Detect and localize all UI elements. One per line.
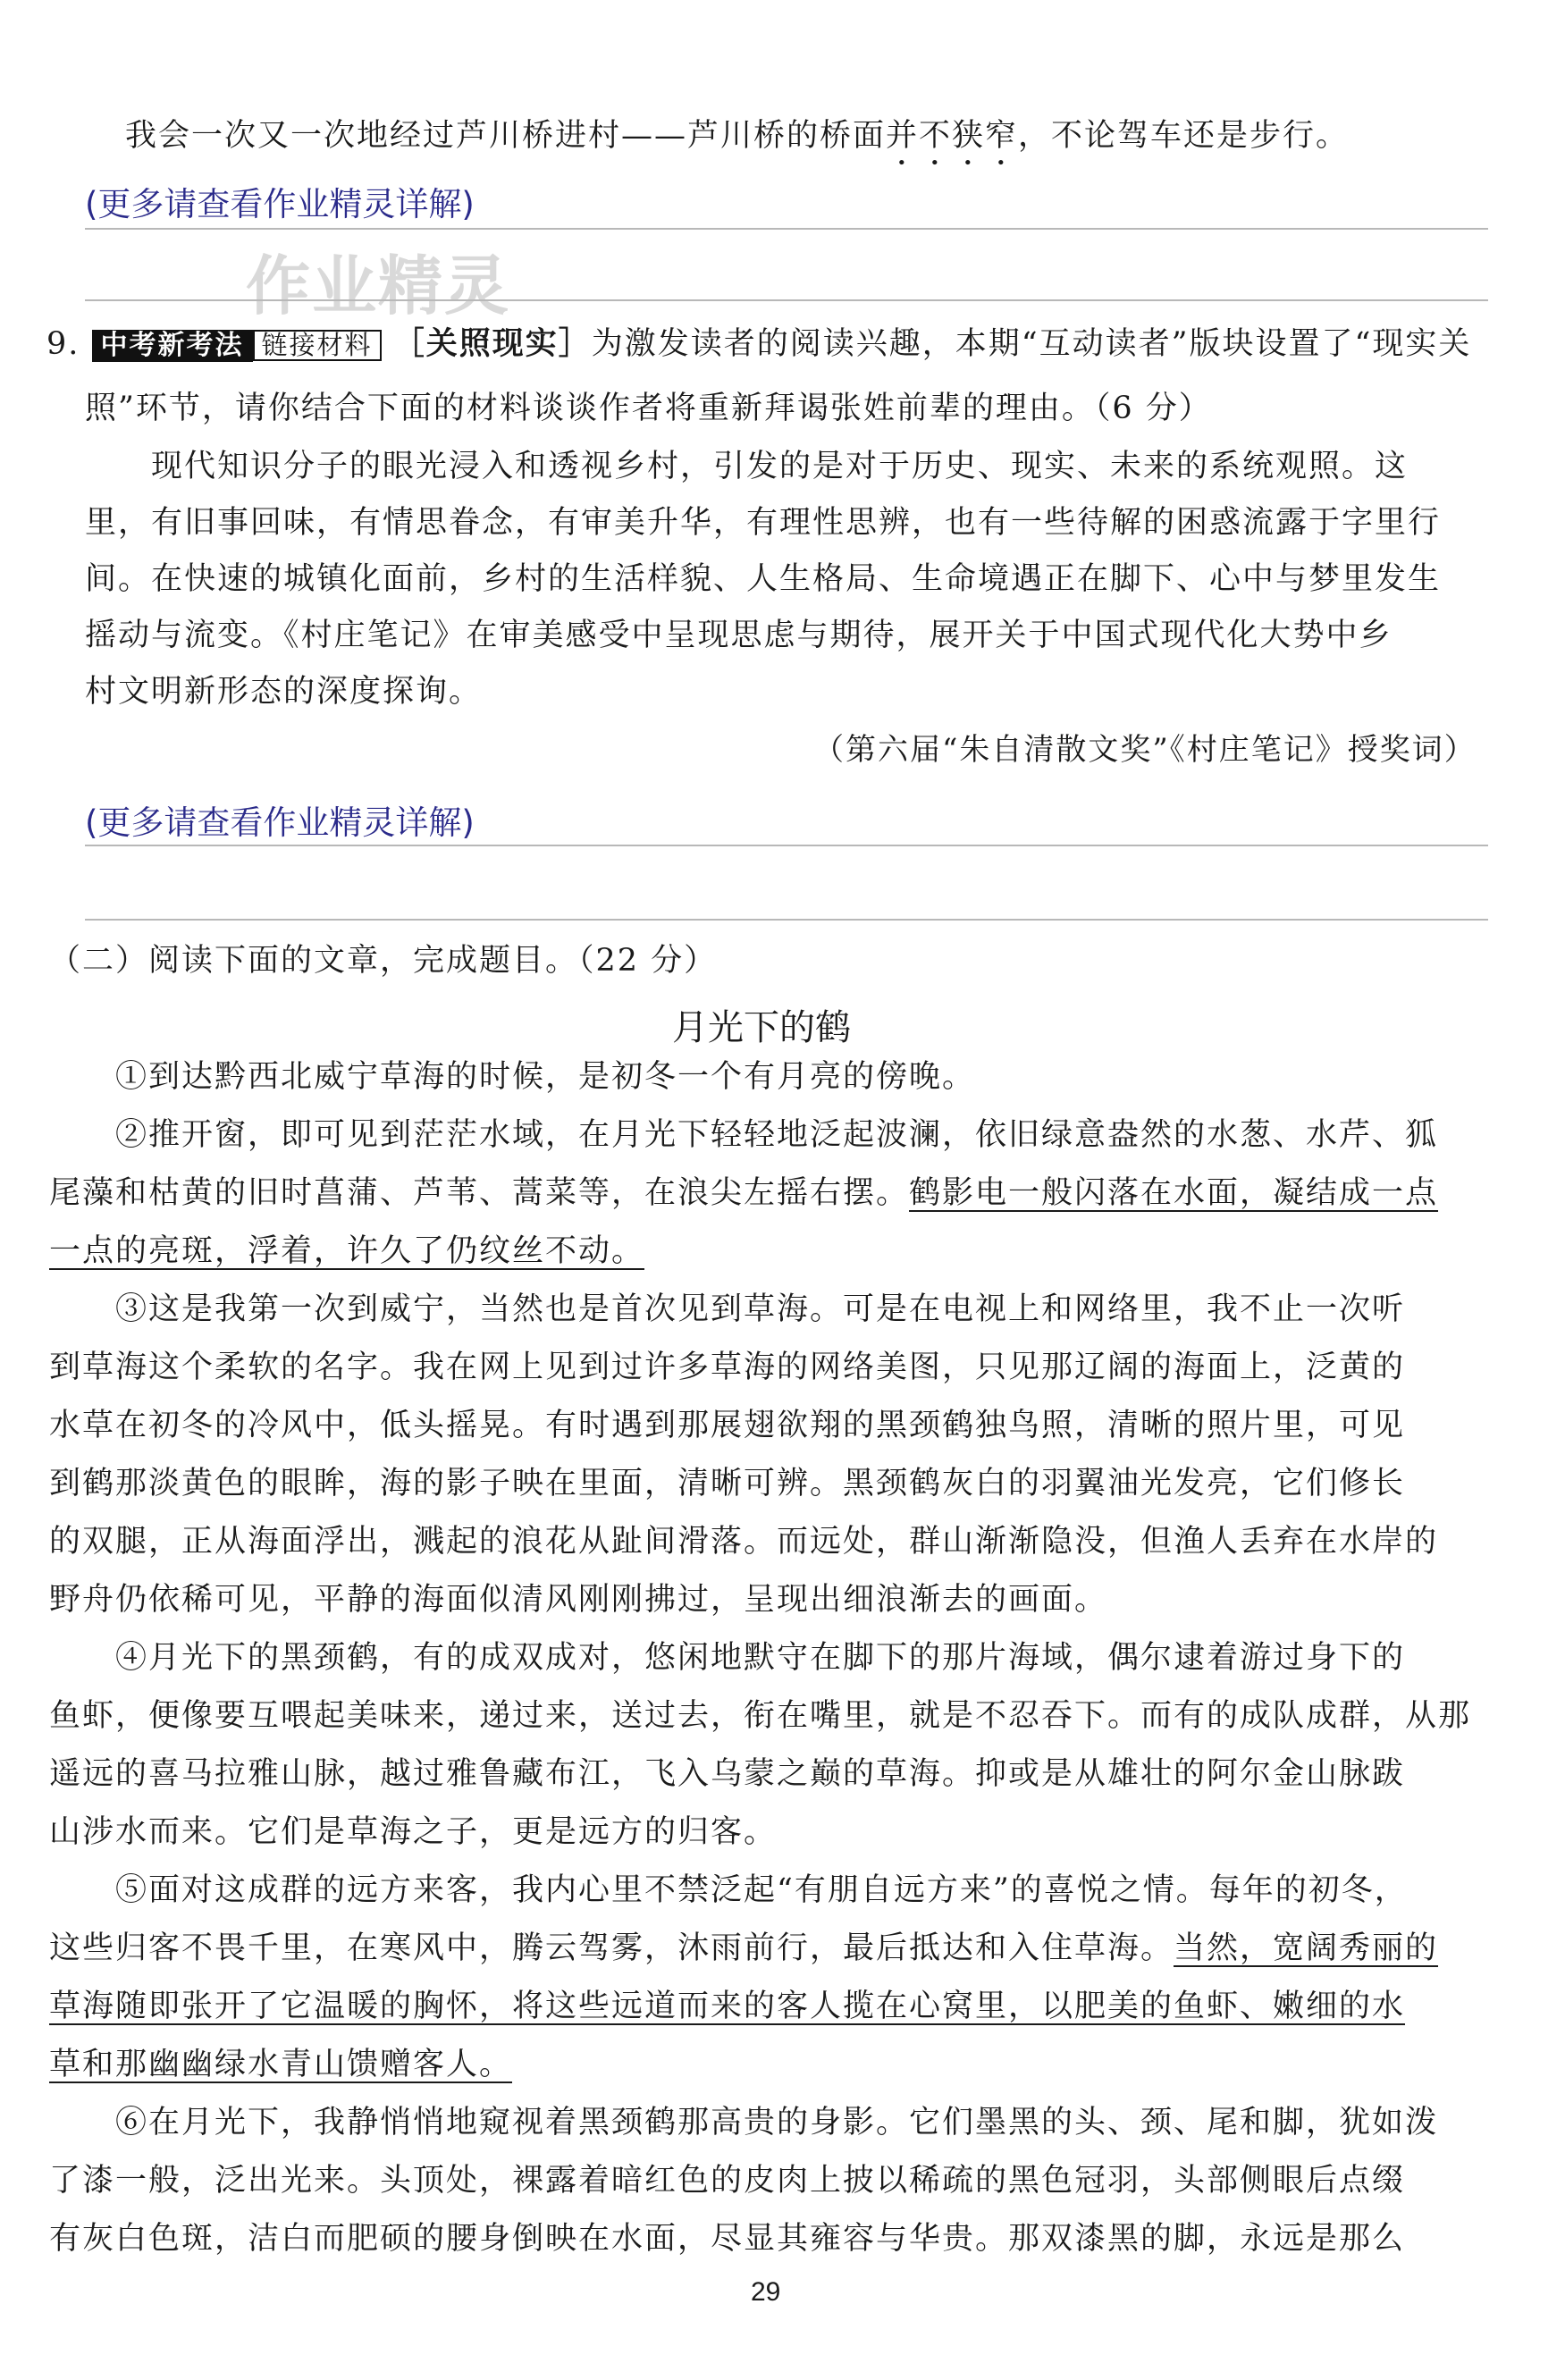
article-paragraph-3-line: 野舟仍依稀可见，平静的海面似清风刚刚拂过，呈现出细浪渐去的画面。 xyxy=(49,1582,1108,1618)
material-source: （第六届“朱自清散文奖”《村庄笔记》授奖词） xyxy=(813,732,1477,768)
text-segment: 尾藻和枯黄的旧时菖蒲、芦苇、蒿菜等，在浪尖左摇右摆。 xyxy=(49,1175,910,1211)
article-paragraph-3-line: ③这是我第一次到威宁，当然也是首次见到草海。可是在电视上和网络里，我不止一次听 xyxy=(49,1291,1406,1327)
answer-line xyxy=(85,919,1488,921)
article-paragraph-3-line: 到鹤那淡黄色的眼眸，海的影子映在里面，清晰可辨。黑颈鹤灰白的羽翼油光发亮，它们修长 xyxy=(49,1466,1406,1501)
question-prompt-2: 照”环节，请你结合下面的材料谈谈作者将重新拜谒张姓前辈的理由。（6 分） xyxy=(85,391,1212,426)
article-paragraph-5-line: ⑤面对这成群的远方来客，我内心里不禁泛起“有朋自远方来”的喜悦之情。每年的初冬， xyxy=(49,1872,1408,1908)
section-heading: （二）阅读下面的文章，完成题目。（22 分） xyxy=(49,943,718,979)
more-link-1[interactable]: (更多请查看作业精灵详解) xyxy=(85,185,475,223)
material-line: 里，有旧事回味，有情思眷念，有审美升华，有理性思辨，也有一些待解的困惑流露于字里行 xyxy=(85,505,1442,541)
exam-badge: 中考新考法 xyxy=(92,330,253,362)
question-prompt-1: 为激发读者的阅读兴趣，本期“互动读者”版块设置了“现实关 xyxy=(591,326,1472,362)
material-line: 村文明新形态的深度探询。 xyxy=(85,674,483,710)
article-paragraph-4-line: 遥远的喜马拉雅山脉，越过雅鲁藏布江，飞入乌蒙之巅的草海。抑或是从雄壮的阿尔金山脉跋 xyxy=(49,1756,1406,1792)
material-line: 摇动与流变。《村庄笔记》在审美感受中呈现思虑与期待，展开关于中国式现代化大势中乡 xyxy=(85,618,1393,653)
article-paragraph-1: ①到达黔西北威宁草海的时候，是初冬一个有月亮的傍晚。 xyxy=(49,1059,976,1095)
article-paragraph-6-line: ⑥在月光下，我静悄悄地窥视着黑颈鹤那高贵的身影。它们墨黑的头、颈、尾和脚，犹如泼 xyxy=(49,2105,1439,2140)
page-number: 29 xyxy=(751,2277,781,2307)
article-paragraph-3-line: 的双腿，正从海面浮出，溅起的浪花从趾间滑落。而远处，群山渐渐隐没，但渔人丢弃在水岸的 xyxy=(49,1524,1439,1560)
question-number: 9. xyxy=(46,326,80,362)
top-line-a: 我会一次又一次地经过芦川桥进村——芦川桥的桥面 xyxy=(125,118,887,154)
article-paragraph-6-line: 有灰白色斑，洁白而肥硕的腰身倒映在水面，尽显其雍容与华贵。那双漆黑的脚，永远是那么 xyxy=(49,2221,1406,2257)
underlined-sentence: 一点的亮斑，浮着，许久了仍纹丝不动。 xyxy=(49,1233,645,1269)
article-paragraph-4-line: 山涉水而来。它们是草海之子，更是远方的归客。 xyxy=(49,1814,778,1850)
article-paragraph-4-line: ④月光下的黑颈鹤，有的成双成对，悠闲地默守在脚下的那片海域，偶尔逮着游过身下的 xyxy=(49,1640,1406,1676)
top-line-b: ，不论驾车还是步行。 xyxy=(1018,118,1350,154)
answer-line xyxy=(85,228,1488,230)
underlined-sentence: 草和那幽幽绿水青山馈赠客人。 xyxy=(49,2047,513,2082)
underlined-sentence: 鹤影电一般闪落在水面，凝结成一点 xyxy=(909,1175,1439,1211)
article-paragraph-3-line: 到草海这个柔软的名字。我在网上见到过许多草海的网络美图，只见那辽阔的海面上，泛黄的 xyxy=(49,1350,1406,1385)
more-link-2[interactable]: (更多请查看作业精灵详解) xyxy=(85,803,475,842)
underlined-sentence: 草海随即张开了它温暖的胸怀，将这些远道而来的客人揽在心窝里，以肥美的鱼虾、嫩细的水 xyxy=(49,1989,1406,2024)
material-badge: 链接材料 xyxy=(253,330,382,361)
question-9-header xyxy=(46,326,1472,362)
top-line-dotted: 并不狭窄 xyxy=(886,118,1019,154)
underlined-sentence: 当然，宽阔秀丽的 xyxy=(1174,1930,1439,1966)
answer-line xyxy=(85,299,1488,301)
article-paragraph-3-line: 水草在初冬的冷风中，低头摇晃。有时遇到那展翅欲翔的黑颈鹤独鸟照，清晰的照片里，可见 xyxy=(49,1408,1406,1443)
article-paragraph-2-line xyxy=(49,1175,1439,1211)
article-paragraph-4-line: 鱼虾，便像要互喂起美味来，递过来，送过去，衔在嘴里，就是不忍吞下。而有的成队成群，从那 xyxy=(49,1698,1472,1734)
material-line: 间。在快速的城镇化面前，乡村的生活样貌、人生格局、生命境遇正在脚下、心中与梦里发生 xyxy=(85,561,1442,597)
article-paragraph-2-line: ②推开窗，即可见到茫茫水域，在月光下轻轻地泛起波澜，依旧绿意盎然的水葱、水芹、狐 xyxy=(49,1117,1439,1153)
bracket-label: ［关照现实］ xyxy=(392,326,592,362)
material-line: 现代知识分子的眼光浸入和透视乡村，引发的是对于历史、现实、未来的系统观照。这 xyxy=(85,449,1409,484)
top-line xyxy=(125,118,1349,172)
article-paragraph-5-line xyxy=(49,1930,1439,1966)
answer-line xyxy=(85,845,1488,846)
article-title: 月光下的鹤 xyxy=(672,1007,851,1048)
watermark-logo: 作业精灵 xyxy=(246,248,511,324)
text-segment: 这些归客不畏千里，在寒风中，腾云驾雾，沐雨前行，最后抵达和入住草海。 xyxy=(49,1930,1174,1966)
article-paragraph-6-line: 了漆一般，泛出光来。头顶处，裸露着暗红色的皮肉上披以稀疏的黑色冠羽，头部侧眼后点缀 xyxy=(49,2163,1406,2199)
